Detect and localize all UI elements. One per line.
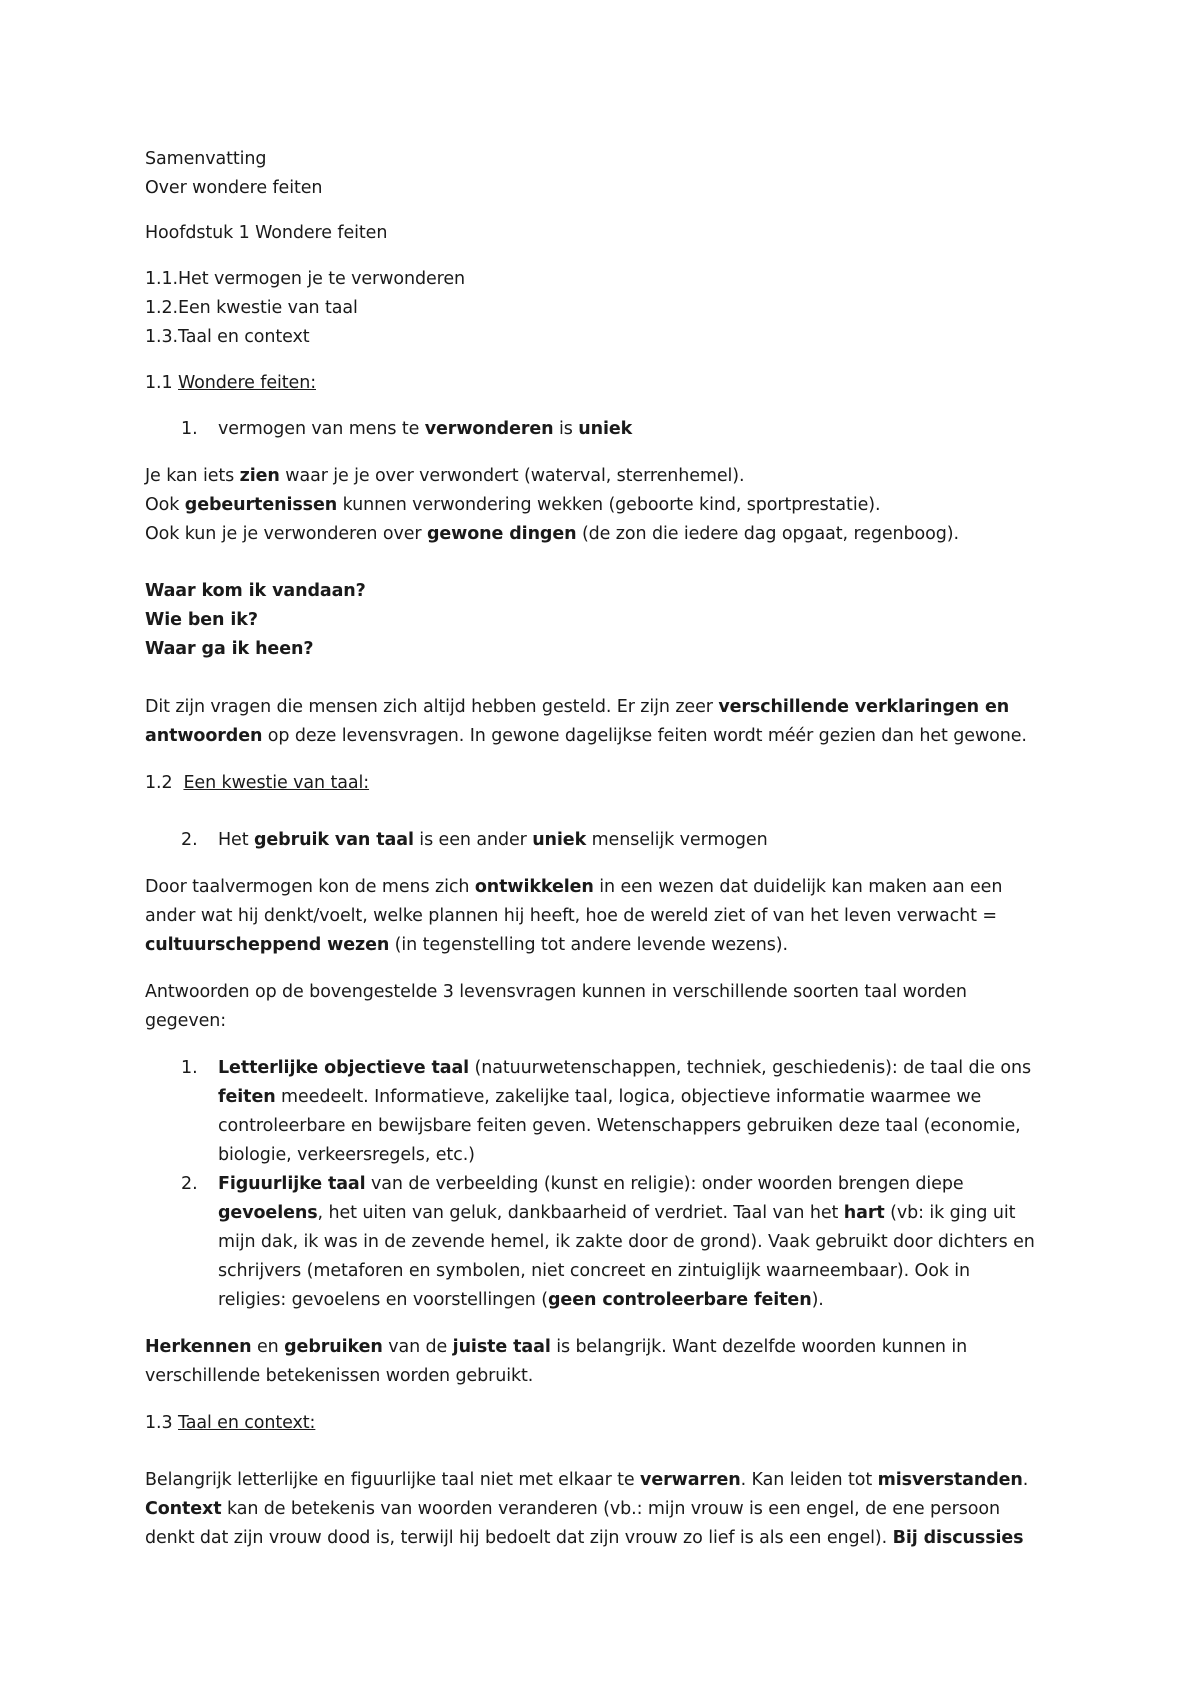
toc-item — [145, 297, 358, 319]
paragraph-line: antwoorden op deze levensvragen. In gewone dagelijkse feiten wordt méér gezien dan het gewone. — [145, 726, 1027, 746]
section-heading-1-2 — [145, 772, 369, 794]
section-num: 1.1 — [145, 373, 173, 393]
list-number: 1. — [181, 1058, 198, 1078]
toc-num: 1.2. — [145, 298, 178, 318]
list-item-line: controleerbare en bewijsbare feiten geven. Wetenschappers gebruiken deze taal (economie, — [218, 1116, 1021, 1136]
toc-label: Taal en context — [178, 327, 310, 347]
list-item-line: biologie, verkeersregels, etc.) — [218, 1145, 475, 1165]
paragraph-line: Door taalvermogen kon de mens zich ontwikkelen in een wezen dat duidelijk kan maken aan een — [145, 877, 1003, 897]
toc-label: Een kwestie van taal — [178, 298, 358, 318]
chapter-heading: Hoofdstuk 1 Wondere feiten — [145, 223, 388, 243]
section-title: Een kwestie van taal: — [183, 773, 370, 793]
section-heading-1-1 — [145, 372, 316, 394]
list-item-line: religies: gevoelens en voorstellingen (geen controleerbare feiten). — [218, 1290, 824, 1310]
paragraph-line: cultuurscheppend wezen (in tegenstelling tot andere levende wezens). — [145, 935, 788, 955]
paragraph-line: Antwoorden op de bovengestelde 3 levensvragen kunnen in verschillende soorten taal worden — [145, 982, 967, 1002]
section-title: Taal en context: — [178, 1413, 316, 1433]
toc-item — [145, 268, 465, 290]
list-number: 2. — [181, 830, 198, 850]
paragraph-line: ander wat hij denkt/voelt, welke plannen hij heeft, hoe de wereld ziet of van het leven verwacht = — [145, 906, 997, 926]
section-num: 1.3 — [145, 1413, 173, 1433]
toc-num: 1.1. — [145, 269, 178, 289]
paragraph-line: Herkennen en gebruiken van de juiste taal is belangrijk. Want dezelfde woorden kunnen in — [145, 1337, 968, 1357]
question-line: Waar ga ik heen? — [145, 639, 314, 659]
question-line: Waar kom ik vandaan? — [145, 581, 366, 601]
toc-num: 1.3. — [145, 327, 178, 347]
section-title: Wondere feiten: — [178, 373, 316, 393]
paragraph-line: gegeven: — [145, 1011, 227, 1031]
paragraph-line: denkt dat zijn vrouw dood is, terwijl hij bedoelt dat zijn vrouw zo lief is als een engel). Bij discussies — [145, 1528, 1024, 1548]
list-item-line: Figuurlijke taal van de verbeelding (kunst en religie): onder woorden brengen diepe — [218, 1174, 964, 1194]
paragraph-line: Belangrijk letterlijke en figuurlijke taal niet met elkaar te verwarren. Kan leiden tot misverstanden. — [145, 1470, 1029, 1490]
list-item-line: schrijvers (metaforen en symbolen, niet concreet en zintuiglijk waarneembaar). Ook in — [218, 1261, 971, 1281]
list-item: Het gebruik van taal is een ander uniek menselijk vermogen — [218, 830, 768, 850]
toc-item — [145, 326, 310, 348]
paragraph-line: Context kan de betekenis van woorden veranderen (vb.: mijn vrouw is een engel, de ene persoon — [145, 1499, 1000, 1519]
paragraph-line: Dit zijn vragen die mensen zich altijd hebben gesteld. Er zijn zeer verschillende verklaringen en — [145, 697, 1010, 717]
paragraph-line: Je kan iets zien waar je je over verwondert (waterval, sterrenhemel). — [145, 466, 745, 486]
list-number: 1. — [181, 419, 198, 439]
section-heading-1-3 — [145, 1412, 315, 1434]
section-num: 1.2 — [145, 773, 173, 793]
doc-title: Samenvatting — [145, 149, 267, 169]
list-item-line: gevoelens, het uiten van geluk, dankbaarheid of verdriet. Taal van het hart (vb: ik ging uit — [218, 1203, 1016, 1223]
list-item-line: feiten meedeelt. Informatieve, zakelijke taal, logica, objectieve informatie waarmee we — [218, 1087, 982, 1107]
list-item: vermogen van mens te verwonderen is uniek — [218, 419, 633, 439]
question-line: Wie ben ik? — [145, 610, 258, 630]
list-item-line: mijn dak, ik was in de zevende hemel, ik zakte door de grond). Vaak gebruikt door dichters en — [218, 1232, 1035, 1252]
paragraph-line: verschillende betekenissen worden gebruikt. — [145, 1366, 534, 1386]
list-number: 2. — [181, 1174, 198, 1194]
toc-label: Het vermogen je te verwonderen — [178, 269, 465, 289]
paragraph-line: Ook gebeurtenissen kunnen verwondering wekken (geboorte kind, sportprestatie). — [145, 495, 881, 515]
doc-subtitle: Over wondere feiten — [145, 178, 323, 198]
list-item-line: Letterlijke objectieve taal (natuurwetenschappen, techniek, geschiedenis): de taal die ons — [218, 1058, 1032, 1078]
paragraph-line: Ook kun je je verwonderen over gewone dingen (de zon die iedere dag opgaat, regenboog). — [145, 524, 959, 544]
